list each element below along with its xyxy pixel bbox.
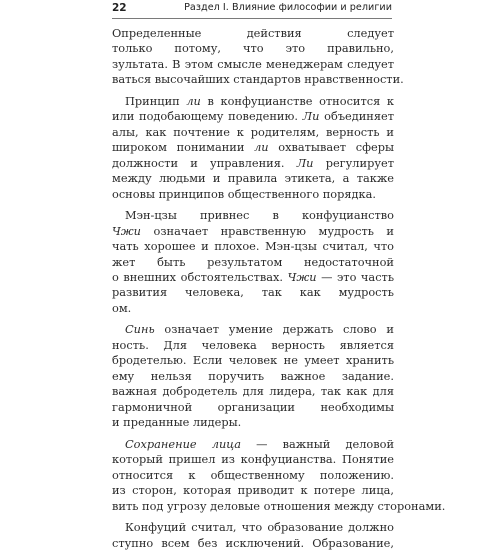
text-line: [112, 125, 394, 140]
text-line: [112, 171, 394, 186]
text-line: [112, 338, 394, 353]
text-line: [112, 353, 394, 368]
text-run: или подобающему поведению.: [112, 109, 303, 124]
text-run: — это часть: [321, 269, 394, 284]
text-run: который пришел из конфуцианства. Понятие: [112, 452, 394, 467]
text-run: вить под угрозу деловые отношения между сторонами.: [112, 498, 446, 513]
italic-term: Чжи: [287, 269, 317, 284]
paragraph: [112, 26, 404, 88]
text-run: — важный деловой: [256, 436, 394, 451]
paragraph: [112, 436, 446, 514]
paragraph: [112, 322, 394, 430]
text-run: между людьми и правила этикета, а также: [112, 171, 394, 186]
text-run: чать хорошее и плохое. Мэн-цзы считал, что: [112, 239, 394, 254]
text-line: [112, 187, 394, 202]
section-title: Раздел I. Влияние философии и религии: [184, 2, 392, 13]
text-line: [112, 483, 394, 498]
paragraph: [112, 208, 394, 316]
text-line: [112, 520, 394, 535]
text-run: ему нельзя поручить важное задание.: [112, 368, 394, 383]
text-line: [112, 400, 394, 415]
text-run: ваться высочайших стандартов нравственности.: [112, 72, 404, 87]
text-run: должности и управления.: [112, 155, 297, 170]
italic-term: Ли: [296, 155, 314, 170]
text-line: [112, 384, 394, 399]
text-line: [112, 452, 394, 467]
text-line: [112, 270, 394, 285]
text-line: [112, 322, 394, 337]
body-text: [112, 26, 446, 551]
text-run: Конфуций считал, что образование должно: [125, 520, 394, 535]
text-line: [112, 57, 394, 72]
paragraph: [112, 94, 394, 202]
text-line: [112, 468, 394, 483]
text-line: [112, 437, 394, 452]
text-line: [112, 224, 394, 239]
text-line: [112, 301, 394, 316]
text-run: Определенные действия следует: [112, 26, 394, 40]
text-line: [112, 109, 394, 124]
text-run: в конфуцианстве относится к: [207, 93, 394, 108]
text-line: [112, 536, 394, 551]
text-line: [112, 26, 394, 41]
text-line: [112, 140, 394, 155]
text-run: относится к общественному положению.: [112, 467, 394, 482]
text-run: широком понимании: [112, 140, 255, 155]
text-run: ступно всем без исключений. Образование,: [112, 535, 394, 550]
text-line: [112, 415, 394, 430]
text-run: основы принципов общественного порядка.: [112, 186, 377, 201]
text-line: [112, 72, 404, 87]
text-line: [112, 94, 394, 109]
text-run: Принцип: [125, 93, 187, 108]
text-run: алы, как почтение к родителям, верность и: [112, 124, 394, 139]
text-run: развития человека, так как мудрость: [112, 285, 394, 300]
text-run: и преданные лидеры.: [112, 415, 242, 430]
page-number: 22: [112, 2, 127, 14]
text-run: ом.: [112, 300, 132, 315]
text-run: означает нравственную мудрость и: [153, 223, 394, 238]
italic-term: Ли: [302, 109, 320, 124]
italic-term: ли: [186, 93, 201, 108]
text-line: [112, 498, 446, 514]
text-run: означает умение держать слово и: [164, 322, 394, 337]
text-run: важная добродетель для лидера, так как для: [112, 384, 394, 399]
text-line: [112, 208, 394, 223]
text-run: регулирует: [325, 155, 394, 170]
text-line: [112, 41, 394, 56]
text-run: ность. Для человека верность является: [112, 337, 394, 352]
text-line: [112, 255, 394, 270]
text-run: зультата. В этом смысле менеджерам следует: [112, 56, 394, 71]
text-line: [112, 285, 394, 300]
text-run: охватывает сферы: [278, 140, 394, 155]
italic-term: Сохранение лица: [125, 436, 241, 451]
italic-term: ли: [254, 140, 269, 155]
text-run: гармоничной организации необходимы: [112, 399, 394, 414]
text-run: только потому, что это правильно,: [112, 41, 394, 56]
text-line: [112, 239, 394, 254]
text-run: бродетелью. Если человек не умеет хранить: [112, 353, 394, 368]
italic-term: Чжи: [112, 223, 141, 238]
text-line: [112, 369, 394, 384]
paragraph: [112, 520, 394, 551]
text-run: о внешних обстоятельствах.: [112, 269, 288, 284]
text-run: из сторон, которая приводит к потере лица,: [112, 483, 394, 498]
text-run: объединяет: [324, 109, 394, 124]
text-run: Мэн-цзы привнес в конфуцианство: [125, 208, 394, 223]
text-run: жет быть результатом недостаточной: [112, 254, 394, 269]
text-line: [112, 156, 394, 171]
italic-term: Синь: [125, 322, 155, 337]
running-header: [112, 0, 392, 19]
